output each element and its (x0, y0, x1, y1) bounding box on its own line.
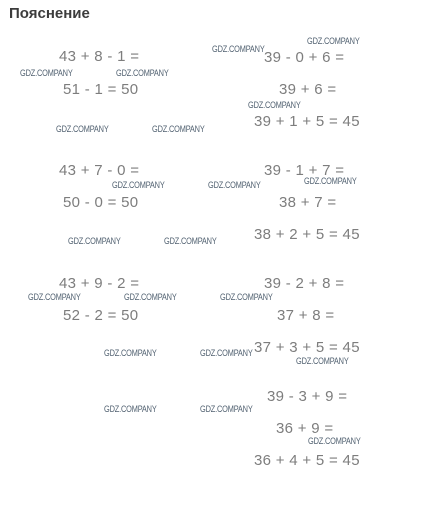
watermark: GDZ.COMPANY (248, 100, 301, 110)
watermark: GDZ.COMPANY (308, 436, 361, 446)
watermark: GDZ.COMPANY (20, 68, 73, 78)
section-heading: Пояснение (9, 5, 90, 22)
watermark: GDZ.COMPANY (296, 356, 349, 366)
equation-14: 37 + 8 = (277, 307, 335, 324)
equation-4: 39 + 6 = (279, 81, 337, 98)
equation-15: 37 + 3 + 5 = 45 (254, 339, 360, 356)
equation-3: 39 - 0 + 6 = (264, 49, 345, 66)
watermark: GDZ.COMPANY (208, 180, 261, 190)
watermark: GDZ.COMPANY (124, 292, 177, 302)
equation-9: 38 + 7 = (279, 194, 337, 211)
watermark: GDZ.COMPANY (116, 68, 169, 78)
watermark: GDZ.COMPANY (304, 176, 357, 186)
equation-6: 43 + 7 - 0 = (59, 162, 140, 179)
equation-10: 38 + 2 + 5 = 45 (254, 226, 360, 243)
equation-13: 39 - 2 + 8 = (264, 275, 345, 292)
equation-17: 36 + 9 = (276, 420, 334, 437)
watermark: GDZ.COMPANY (307, 36, 360, 46)
watermark: GDZ.COMPANY (104, 348, 157, 358)
watermark: GDZ.COMPANY (112, 180, 165, 190)
watermark: GDZ.COMPANY (104, 404, 157, 414)
equation-8: 39 - 1 + 7 = (264, 162, 345, 179)
equation-12: 52 - 2 = 50 (63, 307, 139, 324)
watermark: GDZ.COMPANY (200, 348, 253, 358)
watermark: GDZ.COMPANY (152, 124, 205, 134)
equation-7: 50 - 0 = 50 (63, 194, 139, 211)
watermark: GDZ.COMPANY (164, 236, 217, 246)
watermark: GDZ.COMPANY (220, 292, 273, 302)
equation-11: 43 + 9 - 2 = (59, 275, 140, 292)
watermark: GDZ.COMPANY (56, 124, 109, 134)
equation-1: 43 + 8 - 1 = (59, 48, 140, 65)
equation-18: 36 + 4 + 5 = 45 (254, 452, 360, 469)
watermark: GDZ.COMPANY (212, 44, 265, 54)
equation-5: 39 + 1 + 5 = 45 (254, 113, 360, 130)
watermark: GDZ.COMPANY (28, 292, 81, 302)
watermark: GDZ.COMPANY (200, 404, 253, 414)
watermark: GDZ.COMPANY (68, 236, 121, 246)
equation-2: 51 - 1 = 50 (63, 81, 139, 98)
equation-16: 39 - 3 + 9 = (267, 388, 348, 405)
